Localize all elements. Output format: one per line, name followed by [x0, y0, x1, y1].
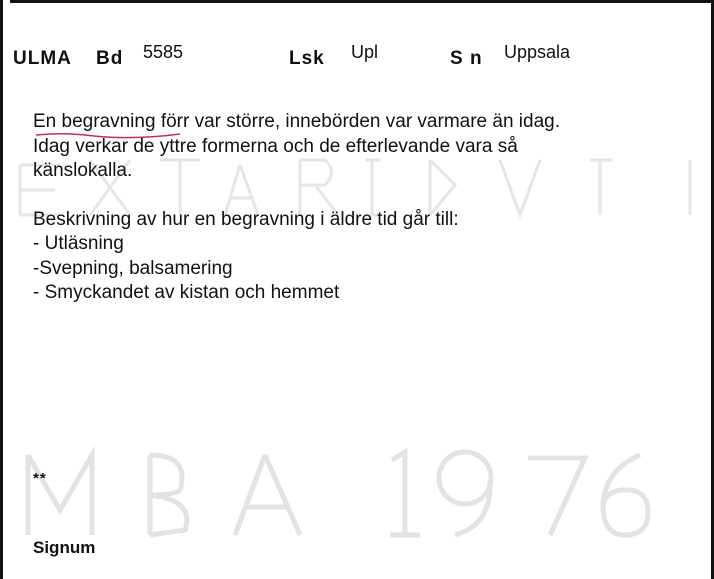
paragraph-1-line-2: Idag verkar de yttre formerna och de efterlevande vara så	[33, 135, 518, 157]
parish-value: Uppsala	[504, 42, 571, 62]
parish-label: S n	[450, 48, 483, 69]
card-header	[13, 40, 703, 70]
paragraph-spacer	[33, 184, 693, 208]
handwritten-underline	[34, 131, 184, 141]
record-value: 5585	[143, 42, 184, 62]
archive-label: ULMA	[13, 48, 72, 69]
card-border-left	[0, 0, 3, 579]
paragraph-2-line-3: -Svepning, balsamering	[33, 257, 233, 279]
paragraph-1-line-3: känslokalla.	[33, 160, 133, 181]
paragraph-1-line-1: En begravning förr var större, innebörden var varmare än idag.	[33, 111, 560, 132]
record-label: Bd	[96, 48, 124, 69]
province-value: Upl	[351, 42, 379, 62]
province-label: Lsk	[289, 48, 325, 69]
signum-label: Signum	[33, 538, 96, 557]
paragraph-2-line-4: - Smyckandet av kistan och hemmet	[33, 282, 340, 303]
footnote-stars: **	[33, 470, 47, 487]
paragraph-2-line-2: - Utläsning	[33, 233, 124, 254]
card-border-top	[0, 0, 714, 3]
paragraph-2-line-1: Beskrivning av hur en begravning i äldre tid går till:	[33, 208, 459, 230]
